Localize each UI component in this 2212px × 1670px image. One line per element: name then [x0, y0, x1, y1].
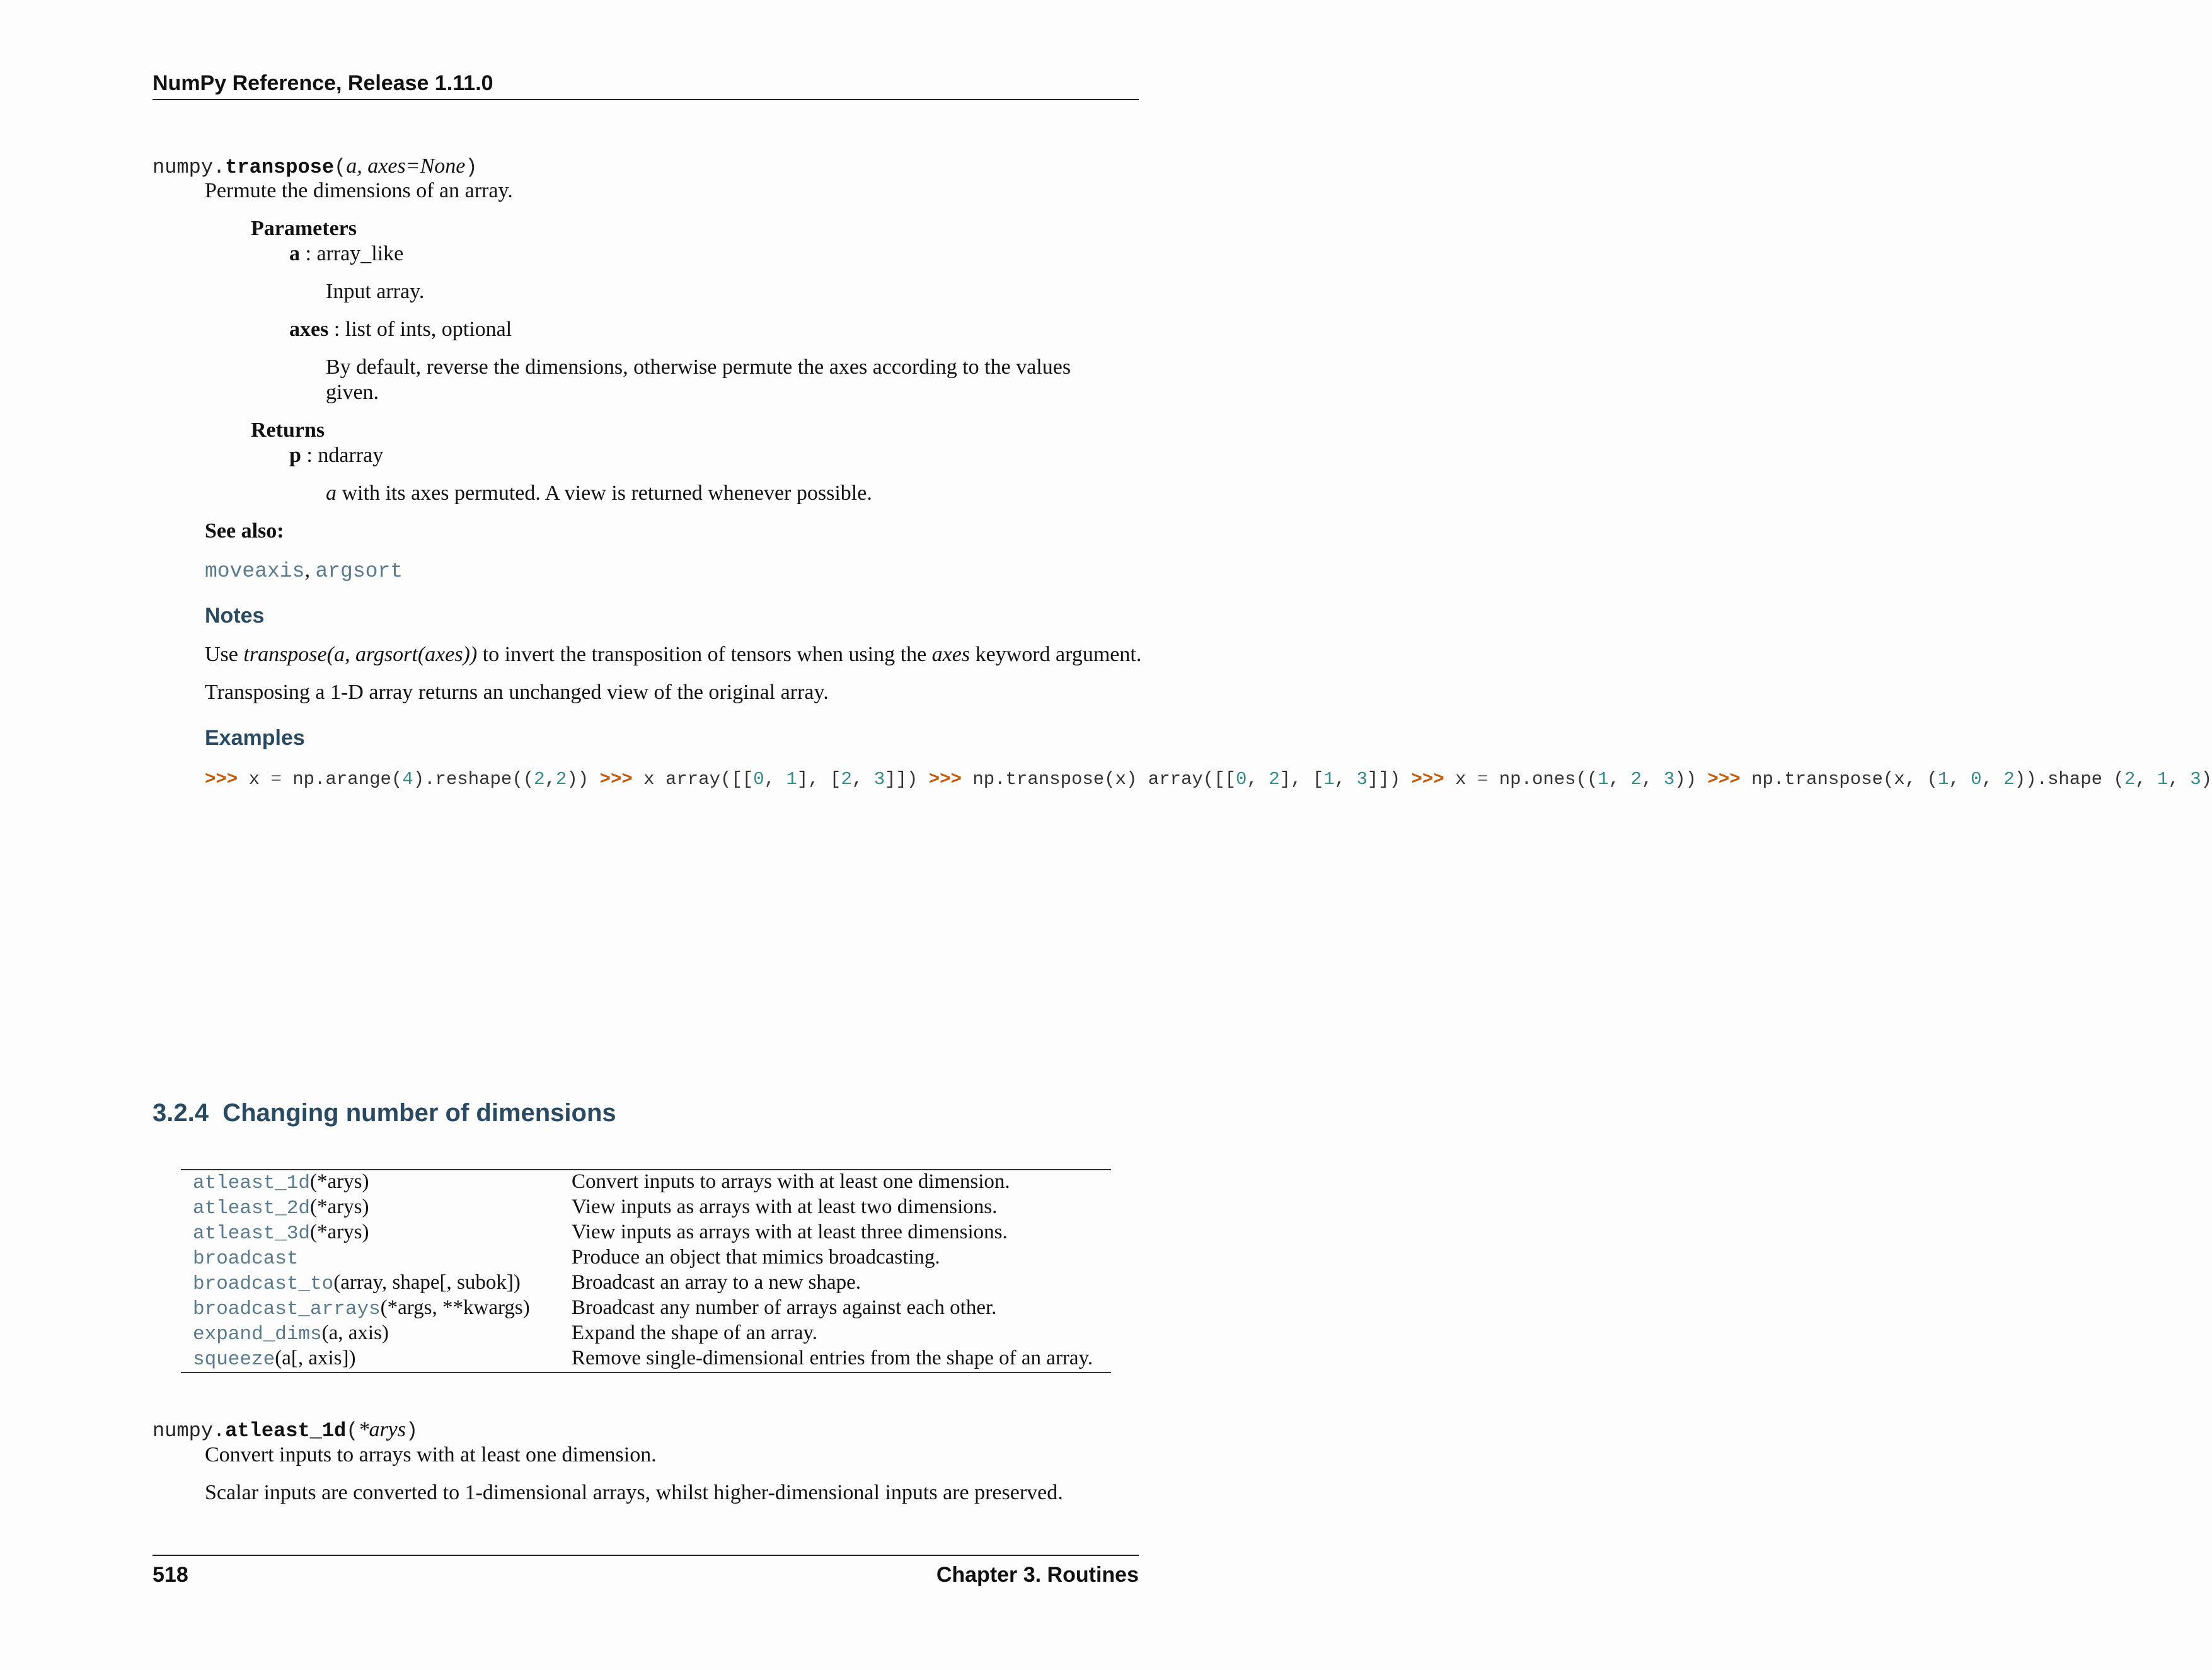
routine-link[interactable]: squeeze: [193, 1349, 275, 1371]
param-a-description: Input array.: [326, 280, 425, 303]
routine-signature: (a[, axis]): [275, 1347, 356, 1369]
signature-module: numpy.: [153, 156, 226, 179]
routine-link[interactable]: expand_dims: [193, 1323, 322, 1345]
parameters-label: Parameters: [251, 217, 357, 240]
routine-link[interactable]: broadcast_to: [193, 1273, 334, 1295]
transpose-summary: Permute the dimensions of an array.: [205, 179, 513, 202]
routine-name-cell: [193, 1246, 298, 1270]
see-also-link-argsort[interactable]: argsort: [315, 560, 403, 583]
section-heading: [153, 1099, 616, 1127]
routine-link[interactable]: broadcast_arrays: [193, 1298, 381, 1320]
routine-name-cell: [193, 1322, 389, 1345]
param-axes: [289, 318, 512, 342]
return-p-type: : ndarray: [301, 444, 384, 467]
routine-name-cell: [193, 1221, 369, 1245]
routine-signature: (*args, **kwargs): [380, 1296, 530, 1319]
table-row: [181, 1296, 1111, 1322]
page-number: 518: [153, 1563, 188, 1587]
signature-args: a, axes=None: [346, 154, 466, 178]
table-bottom-rule: [181, 1372, 1111, 1373]
return-p-name: p: [289, 444, 301, 467]
transpose-signature: numpy.transpose(a, axes=None): [153, 154, 478, 179]
routine-description: Convert inputs to arrays with at least one dimension.: [572, 1170, 1010, 1193]
header-rule: [153, 99, 1139, 100]
see-also-link-moveaxis[interactable]: moveaxis: [205, 560, 305, 583]
returns-label: Returns: [251, 418, 325, 442]
routine-link[interactable]: atleast_2d: [193, 1197, 311, 1219]
section-title: Changing number of dimensions: [222, 1099, 616, 1127]
param-axes-description-line1: By default, reverse the dimensions, otherwise permute the axes according to the values: [326, 355, 1071, 379]
table-row: [181, 1347, 1111, 1372]
notes-paragraph-1: Use transpose(a, argsort(axes)) to invert the transposition of tensors when using the axes keyword argument.: [205, 643, 1142, 666]
param-a-name: a: [289, 242, 300, 265]
routine-name-cell: [193, 1170, 369, 1194]
param-a: [289, 242, 403, 266]
routine-signature: (*arys): [310, 1195, 369, 1218]
table-row: [181, 1221, 1111, 1246]
routine-description: Broadcast any number of arrays against each other.: [572, 1296, 997, 1319]
section-number: 3.2.4: [153, 1099, 209, 1127]
routine-description: Broadcast an array to a new shape.: [572, 1271, 861, 1294]
routine-signature: (array, shape[, subok]): [333, 1271, 521, 1294]
table-row: [181, 1271, 1111, 1296]
atleast-1d-summary: Convert inputs to arrays with at least one dimension.: [205, 1443, 657, 1466]
table-row: [181, 1170, 1111, 1195]
routine-description: Expand the shape of an array.: [572, 1322, 818, 1344]
atleast-1d-detail: Scalar inputs are converted to 1-dimensional arrays, whilst higher-dimensional inputs are preserved.: [205, 1481, 1063, 1504]
examples-code-block: >>> x = np.arange(4).reshape((2,2)) >>> x array([[0, 1], [2, 3]]) >>> np.transpose(x) array([[0, 2], [1, 3]]) >>> x = np.ones((1, 2, 3)) >>> np.transpose(x, (1, 0, 2)).shape (2, 1, 3): [205, 769, 2212, 790]
routine-name-cell: [193, 1271, 521, 1295]
routine-description: View inputs as arrays with at least two dimensions.: [572, 1195, 998, 1218]
notes-paragraph-2: Transposing a 1-D array returns an unchanged view of the original array.: [205, 681, 829, 704]
param-axes-type: : list of ints, optional: [328, 318, 512, 341]
return-p-description: a with its axes permuted. A view is returned whenever possible.: [326, 481, 872, 505]
routine-signature: (a, axis): [321, 1322, 389, 1344]
routine-signature: (*arys): [310, 1221, 369, 1243]
routine-name-cell: [193, 1347, 356, 1371]
chapter-label: Chapter 3. Routines: [936, 1563, 1139, 1587]
param-a-type: : array_like: [300, 242, 404, 265]
see-also-label: See also:: [205, 519, 284, 543]
examples-heading: Examples: [205, 726, 305, 750]
routine-description: View inputs as arrays with at least three dimensions.: [572, 1221, 1008, 1243]
table-row: [181, 1195, 1111, 1221]
routine-name-cell: [193, 1195, 369, 1219]
table-row: [181, 1322, 1111, 1347]
signature-function-name: transpose: [225, 156, 335, 179]
param-axes-description-line2: given.: [326, 381, 379, 404]
notes-heading: Notes: [205, 604, 265, 628]
atleast-1d-signature: numpy.atleast_1d(*arys): [153, 1418, 418, 1443]
param-axes-name: axes: [289, 318, 329, 341]
routine-signature: (*arys): [310, 1170, 369, 1193]
footer-rule: [153, 1555, 1139, 1556]
running-title: NumPy Reference, Release 1.11.0: [153, 71, 493, 95]
routine-name-cell: [193, 1296, 530, 1320]
routine-link[interactable]: atleast_3d: [193, 1223, 311, 1245]
table-row: [181, 1246, 1111, 1271]
routine-description: Remove single-dimensional entries from the shape of an array.: [572, 1347, 1093, 1369]
see-also-links: moveaxis, argsort: [205, 558, 403, 583]
routine-link[interactable]: atleast_1d: [193, 1172, 311, 1194]
return-p: [289, 444, 383, 468]
routine-link[interactable]: broadcast: [193, 1248, 299, 1270]
routine-description: Produce an object that mimics broadcasting.: [572, 1246, 940, 1269]
